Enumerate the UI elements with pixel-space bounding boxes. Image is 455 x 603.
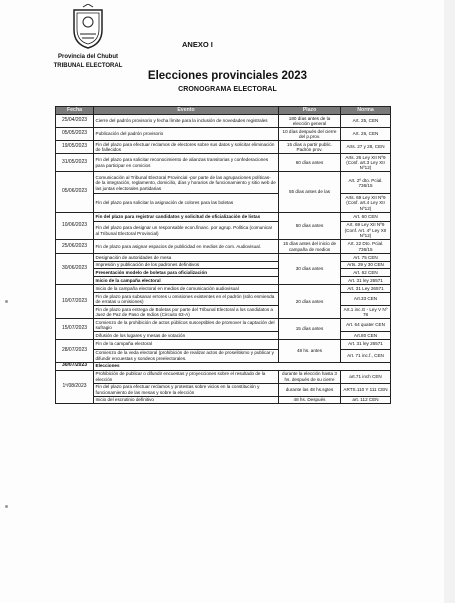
table-row: [56, 154, 391, 172]
cell-term: 48 hs. Después: [279, 396, 341, 404]
cell-event: Fin del plazo para designar un responsable econ.financ. por agrup. Política (comunicar al Tribunal Electoral Provincial): [94, 221, 279, 239]
table-row: [56, 370, 391, 383]
header-norm: Norma: [341, 107, 391, 115]
cell-norm: Art. 62 CEN: [341, 269, 391, 277]
cell-term: 30 días antes: [279, 254, 341, 285]
header-event: Evento: [94, 107, 279, 115]
table-row: [56, 293, 391, 306]
cell-term: 10 días después del cierre del p.prov.: [279, 128, 341, 141]
cell-event: Fin de plazo para asignar espacios de publicidad en medios de com. Audiovisual.: [94, 240, 279, 254]
table-row: [56, 261, 391, 269]
cell-event: Prohibición de publicar o difundir encuestas y proyecciones sobre el resultado de la elección: [94, 370, 279, 383]
cell-date: 05/06/2023: [56, 172, 94, 212]
cell-norm: ARTS.110 Y 111 CEN: [341, 383, 391, 396]
cell-term: 15 días antes del inicio de campaña de medios: [279, 240, 341, 254]
cell-event: Inicio de la campaña electoral en medios de comunicación audiovisual: [94, 285, 279, 293]
cell-term: 20 días antes: [279, 285, 341, 319]
cell-norm: Art.80 CEN: [341, 332, 391, 340]
cell-event: Comienzo de la prohibición de actos públicos susceptibles de promover la captación del sufragio: [94, 319, 279, 332]
cell-event: Presentación modelo de boletas para oficialización: [94, 269, 279, 277]
cell-norm: Arts. 27 y 28, CEN: [341, 141, 391, 154]
table-row: [56, 240, 391, 254]
cell-date: 10/07/2023: [56, 285, 94, 319]
cell-norm: Art.1 inc.G - Ley V Nº 78: [341, 306, 391, 319]
table-row: [56, 319, 391, 332]
cell-norm: Art. 60 CEN: [341, 212, 391, 221]
table-row: [56, 115, 391, 128]
cell-term: 60 días antes: [279, 154, 341, 172]
cell-norm: Art. 22 Dto. Pcial. 736/15: [341, 240, 391, 254]
cell-date: 10/06/2023: [56, 212, 94, 239]
cell-event: Comunicación al Tribunal Electoral Provincial -por parte de las agrupaciones políticas- de la integración, reglamento, domicilio, días y horarios de funcionamiento y sitio web de las juntas electorales partidarias: [94, 172, 279, 194]
cell-term: 15 días a partir public. Padrón prov.: [279, 141, 341, 154]
table-row: [56, 396, 391, 404]
cell-norm: Art. 31 ley 26571: [341, 277, 391, 285]
cell-date: 31/05/2023: [56, 154, 94, 172]
cell-norm: Arts. 29 y 30 CEN: [341, 261, 391, 269]
cell-norm: Art. 71 inc.f., CEN: [341, 349, 391, 362]
cell-event: Comienzo de la veda electoral (prohibición de realizar actos de proselitismo y publicar y difundir encuestas y sondeos preelectorales.: [94, 349, 279, 362]
cell-norm: Arts. 69 Ley XII Nº9 (Conf. art.4 Ley XII Nº12): [341, 194, 391, 212]
cell-term: durante las 48 hs.sgtes: [279, 383, 341, 396]
cell-event: Fin del plazo para efectuar reclamos y protestas sobre vicios en la constitución y funcionamiento de las mesas y sobre la elección: [94, 383, 279, 396]
cell-event: Elecciones: [94, 362, 391, 370]
table-row: [56, 383, 391, 396]
page-edge: [444, 0, 455, 603]
cell-event: Fin del plazo para registrar candidatos y solicitud de oficialización de listas: [94, 212, 279, 221]
table-row: [56, 221, 391, 239]
cell-norm: art.71 inch CEN: [341, 370, 391, 383]
cell-term: durante la elección hasta 3 hs. después de su cierre: [279, 370, 341, 383]
cell-event: Inicio del escrutinio definitivo: [94, 396, 279, 404]
org-tribunal: TRIBUNAL ELECTORAL: [53, 63, 123, 69]
binder-hole-icon: [5, 300, 8, 303]
cell-date: 30/07/2023: [56, 362, 94, 370]
table-row: [56, 172, 391, 194]
cell-event: Difusión de los lugares y mesas de votación: [94, 332, 279, 340]
org-province: Provincia del Chubut: [57, 54, 118, 60]
cell-event: Impresión y publicación de los padrones definitivos: [94, 261, 279, 269]
table-row: [56, 339, 391, 349]
cell-event: Fin del plazo para efectuar reclamos de electores sobre sus datos y solicitar eliminación de fallecidos: [94, 141, 279, 154]
table-body: [56, 115, 391, 404]
cell-norm: Art. 26, CEN: [341, 128, 391, 141]
header-term: Plazo: [279, 107, 341, 115]
table-row: [56, 349, 391, 362]
cell-date: 19/05/2023: [56, 141, 94, 154]
cell-term: 15 días antes: [279, 319, 341, 340]
schedule-table: [55, 106, 391, 404]
cell-event: Publicación del padrón provisorio: [94, 128, 279, 141]
cell-term: 50 días antes: [279, 212, 341, 239]
cell-term: 48 hs. antes: [279, 339, 341, 362]
table-row: [56, 141, 391, 154]
annex-label: ANEXO I: [182, 40, 213, 49]
table-row: [56, 128, 391, 141]
cell-norm: Art. 69 Ley XII Nº9 (Conf. Art. 4º Ley XII Nº12): [341, 221, 391, 239]
cell-norm: Art. 2º dto. Pcial. 736/15: [341, 172, 391, 194]
cell-term: 180 días antes de la elección general: [279, 115, 341, 128]
cell-event: Inicio de la campaña electoral: [94, 277, 279, 285]
cell-date: 05/05/2023: [56, 128, 94, 141]
table-row: [56, 332, 391, 340]
cell-date: 1º/08/2023: [56, 370, 94, 404]
cell-term: 55 días antes de las: [279, 172, 341, 212]
organization-name: [52, 53, 124, 71]
cell-date: 15/07/2023: [56, 319, 94, 340]
cell-event: Fin de la campaña electoral: [94, 339, 279, 349]
provincial-seal-icon: [70, 4, 106, 50]
table-row: [56, 254, 391, 262]
page-subtitle: CRONOGRAMA ELECTORAL: [178, 86, 277, 93]
table-header-row: [56, 107, 391, 115]
cell-norm: Art. 25, CEN: [341, 115, 391, 128]
cell-event: Designación de autoridades de mesa: [94, 254, 279, 262]
table-row: [56, 362, 391, 370]
cell-date: 28/07/2023: [56, 339, 94, 362]
cell-norm: Art.33 CEN: [341, 293, 391, 306]
page-title: Elecciones provinciales 2023: [147, 70, 308, 82]
cell-norm: Art. 31 ley 26571: [341, 339, 391, 349]
cell-event: Cierre del padrón provisorio y fecha límite para la inclusión de novedades registrales: [94, 115, 279, 128]
binder-hole-icon: [5, 505, 8, 508]
table-row: [56, 306, 391, 319]
cell-event: Fin del plazo para solicitar la asignación de colores para las boletas: [94, 194, 279, 212]
cell-norm: Art. 64 quater CEN: [341, 319, 391, 332]
table-row: [56, 269, 391, 277]
cell-date: 30/06/2023: [56, 254, 94, 285]
cell-event: Fin de plazo para subsanar errores u omisiones existentes en el padrón (sólo enmienda de erratas u omisiones): [94, 293, 279, 306]
cell-date: 25/06/2023: [56, 240, 94, 254]
header-date: Fecha: [56, 107, 94, 115]
cell-norm: art. 112 CEN: [341, 396, 391, 404]
cell-event: Fin del plazo para solicitar reconocimiento de alianzas transitorias y confederaciones para participar en comicios: [94, 154, 279, 172]
table-row: [56, 285, 391, 293]
cell-norm: Art. 75 CEN: [341, 254, 391, 262]
cell-norm: Arts. 26 Ley XII Nº9 (Conf. art.3 Ley XII Nº12): [341, 154, 391, 172]
cell-date: 25/04/2023: [56, 115, 94, 128]
table-row: [56, 194, 391, 212]
cell-norm: Art. 31 Ley 26571: [341, 285, 391, 293]
cell-event: Fin de plazo para entrega de Boletas por parte del Tribunal Electoral a los candidatos a Juez de Paz de Paso de Indios (Circuito 63-A): [94, 306, 279, 319]
table-row: [56, 277, 391, 285]
table-row: [56, 212, 391, 221]
